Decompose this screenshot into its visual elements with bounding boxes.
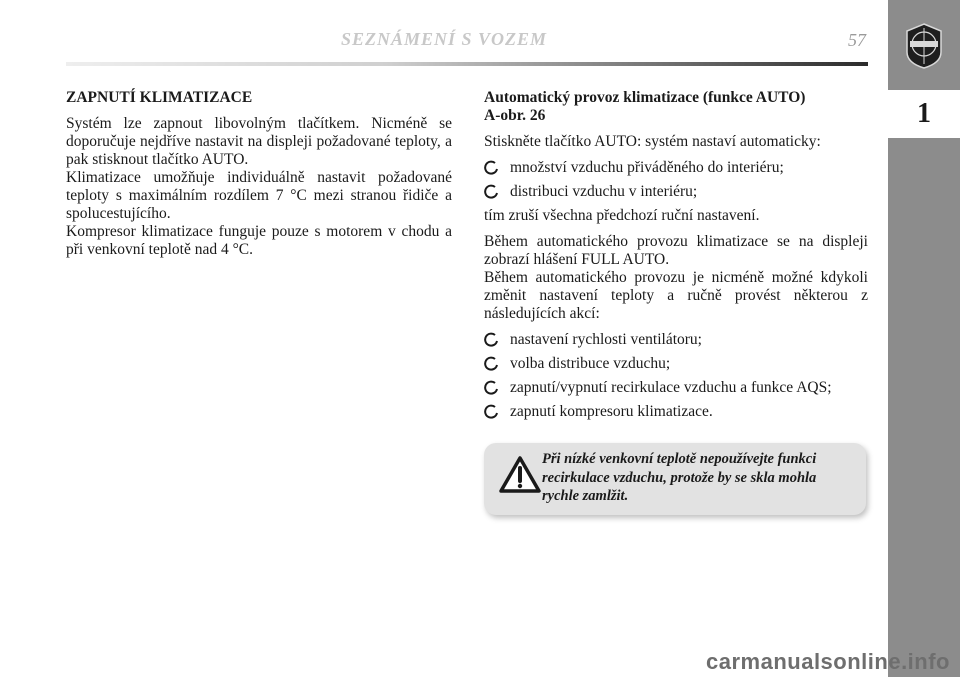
subsection-heading: [484, 89, 868, 125]
figure-reference: A-obr. 26: [484, 107, 546, 124]
circle-bullet-icon: [484, 356, 500, 372]
lancia-logo-icon: [904, 22, 944, 70]
paragraph: Klimatizace umožňuje individuálně nastavit požadované teploty s maximálním rozdílem 7 °C mezi stranou řidiče a spolucestujícího.: [66, 169, 452, 222]
list-item-text: zapnutí/vypnutí recirkulace vzduchu a funkce AQS;: [510, 379, 832, 396]
right-column: [484, 89, 868, 427]
list-item-text: zapnutí kompresoru klimatizace.: [510, 403, 713, 420]
bullet-list: [484, 331, 868, 421]
circle-bullet-icon: [484, 160, 500, 176]
list-item: [484, 159, 868, 177]
paragraph: Kompresor klimatizace funguje pouze s motorem v chodu a při venkovní teplotě nad 4 °C.: [66, 223, 452, 258]
section-heading: ZAPNUTÍ KLIMATIZACE: [66, 89, 253, 106]
warning-box: [484, 443, 866, 515]
paragraph: Během automatického provozu je nicméně možné kdykoli změnit nastavení teploty a ručně provést některou z následujících akcí:: [484, 269, 868, 322]
chapter-number: 1: [888, 90, 960, 138]
circle-bullet-icon: [484, 404, 500, 420]
list-item-text: nastavení rychlosti ventilátoru;: [510, 331, 702, 348]
list-item: [484, 403, 868, 421]
list-item-text: volba distribuce vzduchu;: [510, 355, 671, 372]
circle-bullet-icon: [484, 184, 500, 200]
paragraph: Systém lze zapnout libovolným tlačítkem. Nicméně se doporučuje nejdříve nastavit na displeji požadované teploty, a pak stisknout tlačítko AUTO.: [66, 115, 452, 168]
left-column: [66, 89, 452, 259]
paragraph: Stiskněte tlačítko AUTO: systém nastaví automaticky:: [484, 133, 821, 150]
list-item-text: množství vzduchu přiváděného do interiéru;: [510, 159, 784, 176]
list-item-text: distribuci vzduchu v interiéru;: [510, 183, 698, 200]
header-divider: [66, 62, 868, 66]
watermark: carmanualsonline.info: [706, 649, 950, 674]
list-item: [484, 355, 868, 373]
chapter-sidebar: [888, 0, 960, 677]
warning-text: Při nízké venkovní teplotě nepoužívejte funkci recirkulace vzduchu, protože by se skla mohla rychle zamlžit.: [542, 451, 817, 504]
bullet-list: [484, 159, 868, 201]
paragraph: tím zruší všechna předchozí ruční nastavení.: [484, 207, 760, 224]
subsection-heading-line: Automatický provoz klimatizace (funkce AUTO): [484, 89, 806, 106]
circle-bullet-icon: [484, 380, 500, 396]
section-title: SEZNÁMENÍ S VOZEM: [340, 29, 548, 49]
list-item: [484, 379, 868, 397]
page-number: 57: [848, 30, 866, 50]
list-item: [484, 331, 868, 349]
circle-bullet-icon: [484, 332, 500, 348]
list-item: [484, 183, 868, 201]
paragraph: Během automatického provozu klimatizace se na displeji zobrazí hlášení FULL AUTO.: [484, 233, 868, 268]
warning-triangle-icon: [498, 455, 542, 495]
